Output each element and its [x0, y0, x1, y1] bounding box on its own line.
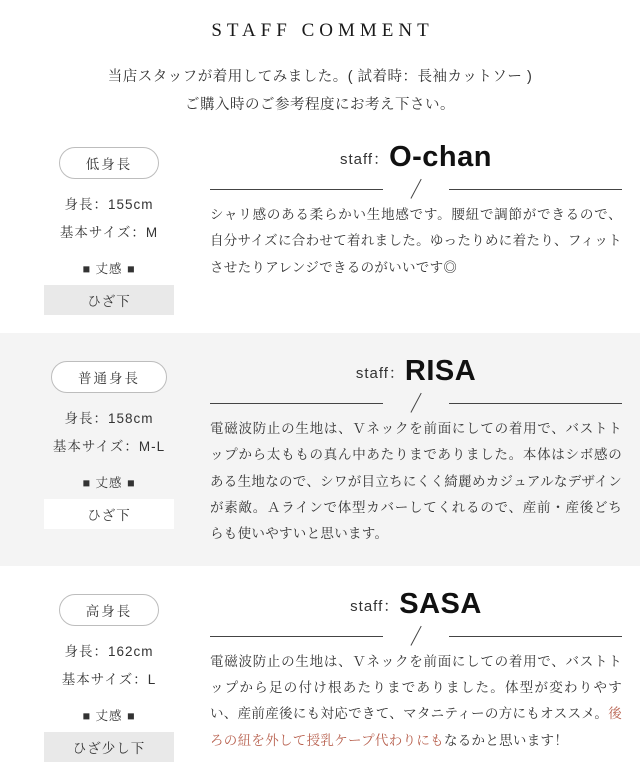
length-feel-value: ひざ下 [44, 499, 174, 529]
staff-name [210, 141, 622, 174]
comment-highlight: 後ろの紐を外して授乳ケープ代わりにも [210, 706, 622, 748]
divider-line-right [449, 189, 622, 190]
staff-block-sasa [0, 566, 640, 780]
staff-comment-column [204, 588, 626, 754]
slash-divider [210, 392, 622, 414]
staff-base-size: 基本サイズ：L [61, 671, 157, 687]
staff-name-value: RISA [404, 355, 477, 388]
comment-segment-1: 電磁波防止の生地は、Ｖネックを前面にしての着用で、バストトップから足の付け根あたりまでありました。体型が変わりやすい、産前産後にも対応できて、マタニティーの方にもオススメ。 [210, 653, 622, 722]
intro-line-1: 当店スタッフが着用してみました。( 試着時：長袖カットソー ) [107, 69, 533, 85]
staff-name-prefix: staff： [340, 151, 390, 169]
staff-block-risa [0, 333, 640, 566]
staff-height: 身長：158cm [64, 411, 154, 427]
divider-slash [410, 625, 421, 645]
page-title: STAFF COMMENT [211, 20, 434, 41]
staff-name-prefix: staff： [355, 365, 405, 383]
staff-block-o-chan [0, 119, 640, 333]
slash-divider [210, 625, 622, 647]
length-feel-label: ■ 丈感 ■ [82, 262, 136, 277]
divider-slash [410, 179, 421, 199]
staff-comment-text: シャリ感のある柔らかい生地感です。腰紐で調節ができるので、自分サイズに合わせて着れました。ゆったりめに着たり、フィットさせたりアレンジできるのがいいです◎ [210, 207, 622, 275]
staff-comment-text: 電磁波防止の生地は、Ｖネックを前面にしての着用で、バストトップから太ももの真ん中あたりまでありました。本体はシボ感のある生地なので、シワが目立ちにくく綺麗めカジュアルなデザインが素敵。Ａラインで体型カバーしてくれるので、産前・産後どちらも使いやすいと思います。 [210, 421, 622, 542]
height-category-badge: 高身長 [59, 594, 160, 626]
height-category-badge: 普通身長 [51, 361, 167, 393]
staff-spec-column [14, 588, 204, 762]
staff-name [210, 355, 622, 388]
staff-base-size: 基本サイズ：M-L [52, 439, 166, 455]
length-feel-value: ひざ少し下 [44, 732, 174, 762]
length-feel-value: ひざ下 [44, 285, 174, 315]
staff-name [210, 588, 622, 621]
staff-name-value: O-chan [389, 141, 492, 174]
staff-comment-column [204, 355, 626, 548]
staff-comment-text [210, 649, 622, 754]
staff-height: 身長：162cm [64, 643, 154, 659]
divider-line-right [449, 636, 622, 637]
divider-line-left [210, 189, 383, 190]
staff-name-value: SASA [399, 587, 482, 620]
divider-line-right [449, 403, 622, 404]
staff-comment-column [204, 141, 626, 281]
divider-slash [410, 393, 421, 413]
length-feel-label: ■ 丈感 ■ [82, 708, 136, 723]
intro-text [0, 64, 640, 119]
slash-divider [210, 178, 622, 200]
length-feel-label: ■ 丈感 ■ [82, 476, 136, 491]
staff-base-size: 基本サイズ：M [59, 225, 159, 241]
height-category-badge: 低身長 [59, 147, 160, 179]
divider-line-left [210, 403, 383, 404]
comment-segment-2: なるかと思います！ [443, 732, 569, 748]
intro-line-2: ご購入時のご参考程度にお考え下さい。 [185, 96, 455, 113]
staff-spec-column [14, 141, 204, 315]
staff-name-prefix: staff： [350, 597, 400, 615]
divider-line-left [210, 636, 383, 637]
staff-height: 身長：155cm [64, 197, 154, 213]
staff-spec-column [14, 355, 204, 529]
